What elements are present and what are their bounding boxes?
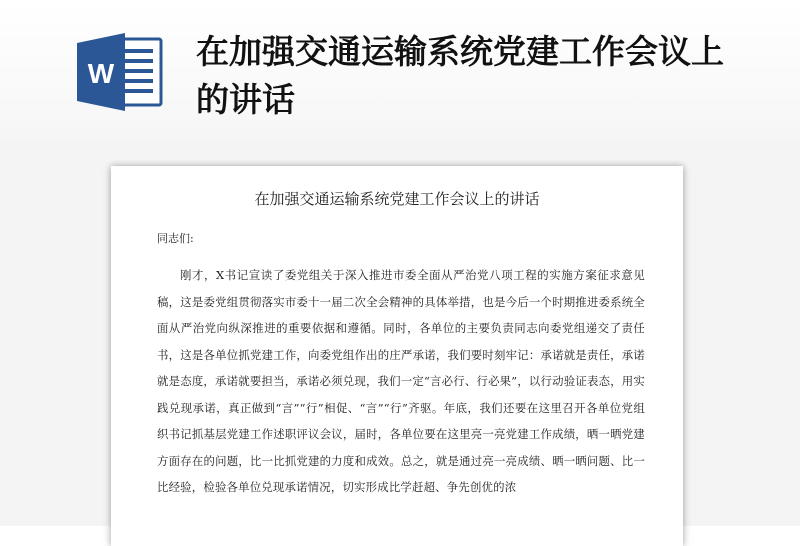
header-banner bbox=[0, 0, 800, 140]
page-title: 在加强交通运输系统党建工作会议上的讲话 bbox=[196, 32, 724, 119]
document-page bbox=[111, 166, 683, 546]
word-icon-letter: W bbox=[87, 58, 115, 89]
word-document-icon bbox=[77, 33, 165, 111]
body-paragraph: 刚才，X书记宣读了委党组关于深入推进市委全面从严治党八项工程的实施方案征求意见稿，这是委党组贯彻落实市委十一届二次全会精神的具体举措，也是今后一个时期推进委系统全面从严治党向纵深推进的重要依据和遵循。同时，各单位的主要负责同志向委党组递交了责任书，这是各单位抓党建工作，向委党组作出的庄严承诺，我们要时刻牢记：承诺就是责任，承诺就是态度，承诺就要担当，承诺必须兑现，我们一定“言必行、行必果”，以行动验证表态，用实践兑现承诺，真正做到“言”“行”相促、“言”“行”齐驱。年底，我们还要在这里召开各单位党组织书记抓基层党建工作述职评议会议，届时，各单位要在这里亮一亮党建工作成绩，晒一晒党建方面存在的问题，比一比抓党建的力度和成效。总之，就是通过亮一亮成绩、晒一晒问题、比一比经验，检验各单位兑现承诺情况，切实形成比学赶超、争先创优的浓 bbox=[157, 268, 645, 494]
document-title: 在加强交通运输系统党建工作会议上的讲话 bbox=[254, 190, 540, 208]
salutation: 同志们: bbox=[157, 232, 194, 245]
